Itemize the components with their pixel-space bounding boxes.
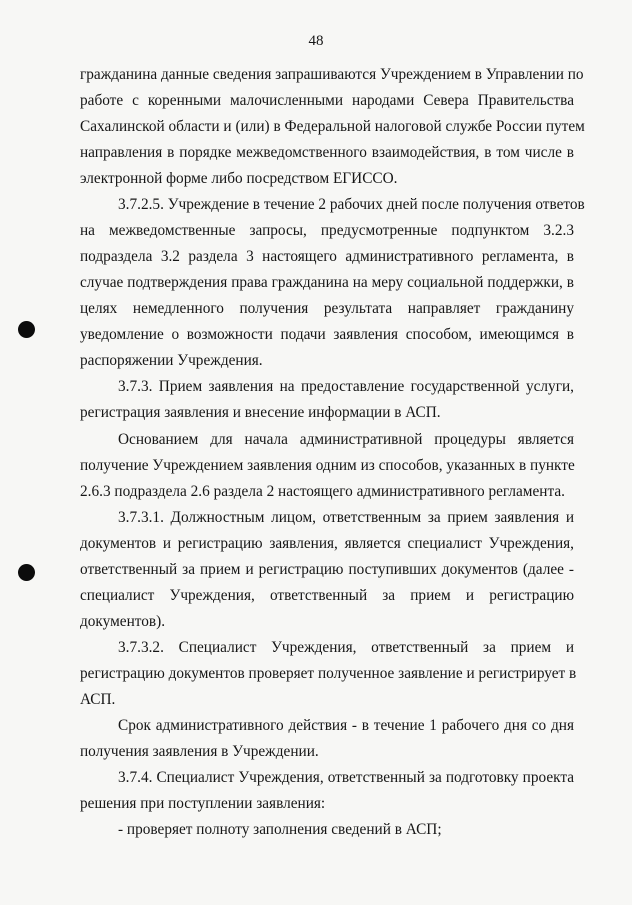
text-line: на межведомственные запросы, предусмотренные подпунктом 3.2.3 xyxy=(80,222,574,239)
text-line: документов). xyxy=(80,613,166,630)
text-line: 3.7.3. Прием заявления на предоставление государственной услуги, xyxy=(118,378,574,395)
text-line: Основанием для начала административной процедуры является xyxy=(118,431,574,448)
text-line: работе с коренными малочисленными народами Севера Правительства xyxy=(80,92,574,109)
text-line: регистрация заявления и внесение информации в АСП. xyxy=(80,404,441,421)
text-line: - проверяет полноту заполнения сведений в АСП; xyxy=(118,821,442,838)
text-line: ответственный за прием и регистрацию поступивших документов (далее - xyxy=(80,561,574,578)
text-line: 3.7.4. Специалист Учреждения, ответственный за подготовку проекта xyxy=(118,769,574,786)
text-line: случае подтверждения права гражданина на меру социальной поддержки, в xyxy=(80,274,574,291)
text-line: АСП. xyxy=(80,691,116,708)
text-line: 3.7.3.1. Должностным лицом, ответственным за прием заявления и xyxy=(118,509,574,526)
punch-hole-top xyxy=(18,321,35,338)
text-line: 3.7.2.5. Учреждение в течение 2 рабочих дней после получения ответов xyxy=(118,196,585,213)
text-line: получения заявления в Учреждении. xyxy=(80,743,319,760)
text-line: распоряжении Учреждения. xyxy=(80,352,263,369)
text-line: электронной форме либо посредством ЕГИССО. xyxy=(80,170,398,187)
text-line: направления в порядке межведомственного взаимодействия, в том числе в xyxy=(80,144,574,161)
text-line: 2.6.3 подраздела 2.6 раздела 2 настоящего административного регламента. xyxy=(80,483,565,500)
text-line: специалист Учреждения, ответственный за прием и регистрацию xyxy=(80,587,574,604)
text-line: Сахалинской области и (или) в Федеральной налоговой службе России путем xyxy=(80,118,585,135)
text-line: получение Учреждением заявления одним из способов, указанных в пункте xyxy=(80,457,575,474)
punch-hole-bottom xyxy=(18,564,35,581)
text-line: 3.7.3.2. Специалист Учреждения, ответственный за прием и xyxy=(118,639,574,656)
text-line: целях немедленного получения результата направляет гражданину xyxy=(80,300,574,317)
text-line: Срок административного действия - в течение 1 рабочего дня со дня xyxy=(118,717,574,734)
text-line: решения при поступлении заявления: xyxy=(80,795,326,812)
text-line: документов и регистрацию заявления, является специалист Учреждения, xyxy=(80,535,574,552)
text-line: регистрацию документов проверяет полученное заявление и регистрирует в xyxy=(80,665,577,682)
text-line: гражданина данные сведения запрашиваются Учреждением в Управлении по xyxy=(80,66,584,83)
text-line: уведомление о возможности подачи заявления способом, имеющимся в xyxy=(80,326,574,343)
page-number: 48 xyxy=(308,33,324,49)
text-line: подраздела 3.2 раздела 3 настоящего административного регламента, в xyxy=(80,248,574,265)
